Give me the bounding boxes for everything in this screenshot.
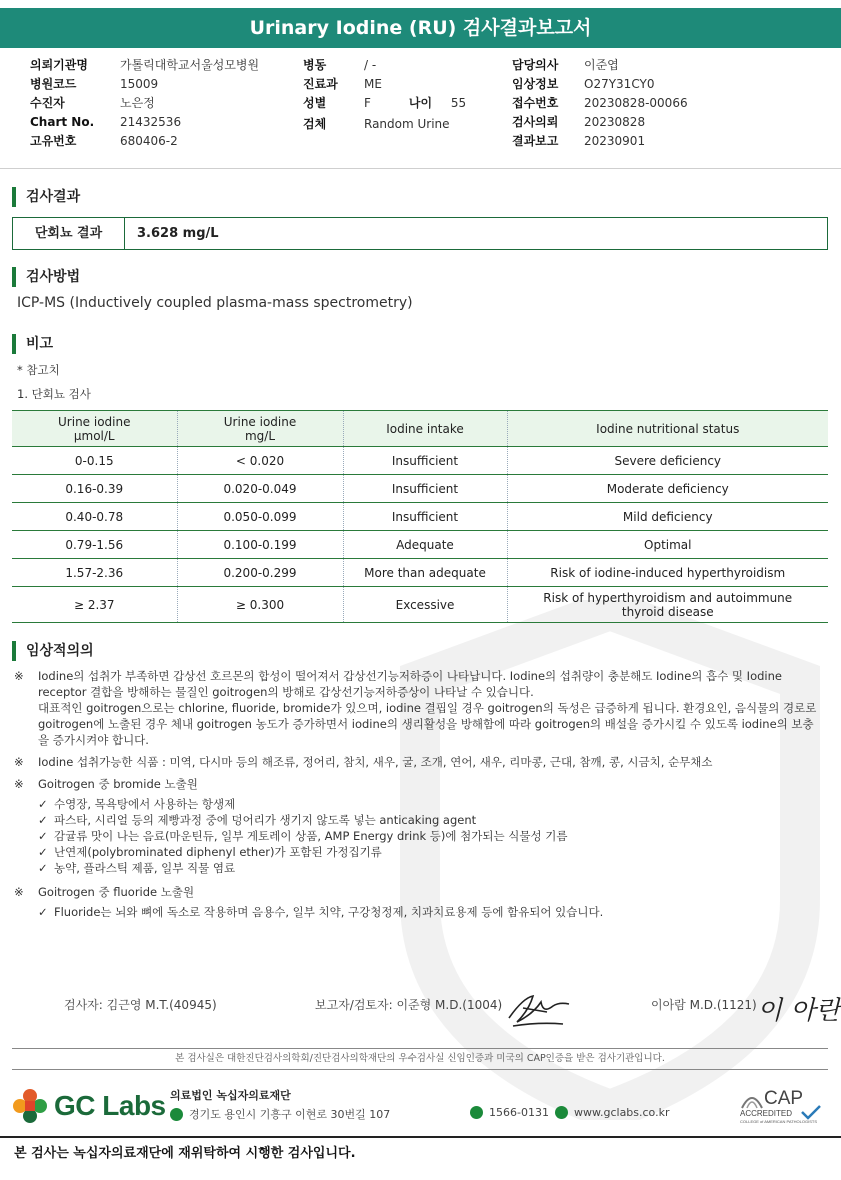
table-row [12,447,828,475]
phone-text: 1566-0131 [489,1106,549,1119]
list-item-text: 파스타, 시리얼 등의 제빵과정 중에 덩어리가 생기지 않도록 넣는 anticaking agent [54,813,477,827]
list-item-text: 수영장, 목욕탕에서 사용하는 항생제 [54,797,236,811]
age-value: 55 [450,96,467,110]
info-value: 노은정 [120,96,155,110]
gc-labs-logo [12,1088,166,1124]
home-icon [555,1106,568,1119]
info-label: 병원코드 [30,77,77,91]
table-header-cell [177,411,343,447]
clinical-paragraph [14,884,824,900]
result-value: 3.628 mg/L [137,226,219,241]
info-value: 20230901 [584,134,646,148]
info-value: 21432536 [120,115,182,129]
reference-table [12,410,828,623]
section-title-method: 검사방법 [12,267,80,287]
check-icon: ✓ [38,813,48,827]
table-cell: Risk of iodine-induced hyperthyroidism [507,559,828,587]
list-item-text: 난연제(polybrominated diphenyl ether)가 포함된 가정집기류 [54,845,382,859]
table-row [12,475,828,503]
age-label: 나이 [408,96,433,110]
tester-signature: 검사자: 김근영 M.T.(40945) [64,998,217,1012]
info-value: 가톨릭대학교서울성모병원 [120,58,260,72]
bromide-list [38,796,824,876]
result-label: 단회뇨 결과 [13,218,125,249]
table-cell: 0.16-0.39 [12,475,177,503]
info-label: 수진자 [30,96,65,110]
reporter-signature: 보고자/검토자: 이준형 M.D.(1004) [315,998,503,1012]
table-header-cell: Iodine intake [343,411,507,447]
list-item [38,844,824,860]
bottom-notice: 본 검사는 녹십자의료재단에 재위탁하여 시행한 검사입니다. [14,1146,356,1161]
certification-note: 본 검사실은 대한진단검사의학회/진단검사의학재단의 우수검사실 신임인증과 미국의 CAP인증을 받은 검사기관입니다. [12,1048,828,1070]
table-cell: Insufficient [343,447,507,475]
clinical-text-2: Iodine 섭취가능한 식품 : 미역, 다시마 등의 해조류, 정어리, 참치, 새우, 굴, 조개, 연어, 새우, 리마콩, 근대, 참깨, 콩, 시금치, 순무채소 [38,755,713,769]
cap-subtitle: COLLEGE of AMERICAN PATHOLOGISTS [740,1119,817,1124]
table-row [12,503,828,531]
table-cell: Optimal [507,531,828,559]
info-label: 의뢰기관명 [30,58,88,72]
check-icon: ✓ [38,829,48,843]
info-value: 이준엽 [584,58,619,72]
table-cell: Insufficient [343,475,507,503]
table-row [12,587,828,623]
table-cell: 0.40-0.78 [12,503,177,531]
table-header-cell [12,411,177,447]
info-label: 접수번호 [512,96,559,110]
table-cell: 1.57-2.36 [12,559,177,587]
clinical-text-1: Iodine의 섭취가 부족하면 갑상선 호르몬의 합성이 떨어져서 갑상선기능저하증이 나타납니다. Iodine의 섭취량이 충분해도 Iodine의 흡수 및 Iodine receptor 결합을 방해하는 물질인 goitrogen의 방해로 갑상선기능저하증상이 나타날 수 있습니다. [38,669,782,699]
cap-accredited: ACCREDITED [740,1109,793,1118]
table-cell: 0.200-0.299 [177,559,343,587]
table-cell: 0.79-1.56 [12,531,177,559]
reference-sub-label: 1. 단회뇨 검사 [17,387,91,401]
info-value: 680406-2 [120,134,178,148]
organization-name: 의료법인 녹십자의료재단 [170,1089,291,1102]
header-umol: Urine iodine μmol/L [58,414,131,443]
list-item [38,860,824,876]
info-label: 병동 [303,58,327,72]
info-label: 성별 [303,96,327,110]
cap-name: CAP [764,1088,804,1109]
check-icon: ✓ [38,861,48,875]
report-title: Urinary Iodine (RU) 검사결과보고서 [0,8,841,48]
list-item-text: Fluoride는 뇌와 뼈에 독소로 작용하며 음용수, 일부 치약, 구강청정제, 치과치료용제 등에 함유되어 있습니다. [54,905,604,919]
patient-info-col2 [303,56,466,134]
location-icon [170,1108,183,1121]
check-icon: ✓ [38,845,48,859]
gc-cross-icon [12,1088,48,1124]
list-item-text: 농약, 플라스틱 제품, 일부 직물 염료 [54,861,236,875]
info-value: F [364,96,371,110]
patient-info-col1 [30,56,259,151]
clinical-text-4: Goitrogen 중 fluoride 노출원 [38,885,195,899]
clinical-paragraph [14,754,824,770]
list-item [38,812,824,828]
info-value: O27Y31CY0 [584,77,655,91]
info-value: 20230828 [584,115,646,129]
list-item [38,904,824,920]
info-label: Chart No. [30,115,95,129]
check-icon: ✓ [38,797,48,811]
table-cell: Adequate [343,531,507,559]
clinical-text-1b: 대표적인 goitrogen으로는 chlorine, fluoride, bromide가 있으며, iodine 결핍일 경우 goitrogen의 독성은 급증하게 됩니다. 환경요인, 음식물의 경로로 goitrogen에 노출된 경우 체내 goitrogen 농도가 증가하면서 iodine의 생리활성을 방해함에 따라 goitrogen의 배설을 증가시킬 수 있도록 iodine의 보충을 증가시켜야 합니다. [38,701,817,747]
info-label: 담당의사 [512,58,559,72]
section-title-remarks: 비고 [12,334,53,354]
table-cell: Moderate deficiency [507,475,828,503]
cap-accredited-logo [740,1090,825,1126]
info-label: 결과보고 [512,134,559,148]
website[interactable] [555,1106,670,1119]
info-label: 진료과 [303,77,338,91]
info-label: 고유번호 [30,134,77,148]
section-title-clinical: 임상적의의 [12,641,94,661]
table-cell: Insufficient [343,503,507,531]
table-cell: < 0.020 [177,447,343,475]
note-marker: ※ [14,885,24,899]
info-value: Random Urine [364,117,450,131]
table-cell: Mild deficiency [507,503,828,531]
phone-icon [470,1106,483,1119]
list-item-text: 감귤류 맛이 나는 음료(마운틴듀, 일부 게토레이 상품, AMP Energy drink 등)에 첨가되는 식물성 기름 [54,829,568,843]
info-label: 검체 [303,117,327,131]
table-header-cell: Iodine nutritional status [507,411,828,447]
table-row [12,531,828,559]
check-icon: ✓ [38,905,48,919]
address-text: 경기도 용인시 기흥구 이현로 30번길 107 [189,1108,391,1121]
table-cell: Risk of hyperthyroidism and autoimmune thyroid disease [507,587,828,623]
cap-emblem-icon [740,1090,764,1110]
info-value: ME [364,77,382,91]
patient-info-col3 [512,56,688,151]
doctor-signature: 이아람 M.D.(1121) [651,998,757,1012]
info-label: 검사의뢰 [512,115,559,129]
table-row [12,559,828,587]
clinical-text-3: Goitrogen 중 bromide 노출원 [38,777,198,791]
info-value: / - [364,58,377,72]
table-cell: 0-0.15 [12,447,177,475]
method-text: ICP-MS (Inductively coupled plasma-mass spectrometry) [17,295,413,311]
table-cell: More than adequate [343,559,507,587]
note-marker: ※ [14,669,24,683]
bottom-divider [0,1136,841,1138]
doctor-signature-script: 이 아란 [757,996,841,1026]
result-box [12,217,828,250]
reporter-signature-scribble [503,988,575,1030]
checkmark-icon [800,1104,822,1120]
header-mg: Urine iodine mg/L [223,414,297,443]
clinical-paragraph [14,668,824,748]
table-cell: 0.050-0.099 [177,503,343,531]
list-item [38,828,824,844]
clinical-significance [14,668,824,920]
logo-text: GC Labs [54,1090,166,1121]
clinical-paragraph [14,776,824,792]
address [170,1106,390,1122]
table-cell: ≥ 0.300 [177,587,343,623]
table-cell: Excessive [343,587,507,623]
table-cell: 0.100-0.199 [177,531,343,559]
note-marker: ※ [14,755,24,769]
table-header-row [12,411,828,447]
table-cell: 0.020-0.049 [177,475,343,503]
reference-label: * 참고치 [17,363,60,377]
info-label: 임상정보 [512,77,559,91]
note-marker: ※ [14,777,24,791]
table-cell: ≥ 2.37 [12,587,177,623]
divider [0,168,841,169]
phone [470,1106,549,1119]
website-text[interactable]: www.gclabs.co.kr [574,1106,670,1119]
info-value: 20230828-00066 [584,96,688,110]
section-title-result: 검사결과 [12,187,80,207]
table-cell: Severe deficiency [507,447,828,475]
list-item [38,796,824,812]
info-value: 15009 [120,77,159,91]
fluoride-list [38,904,824,920]
